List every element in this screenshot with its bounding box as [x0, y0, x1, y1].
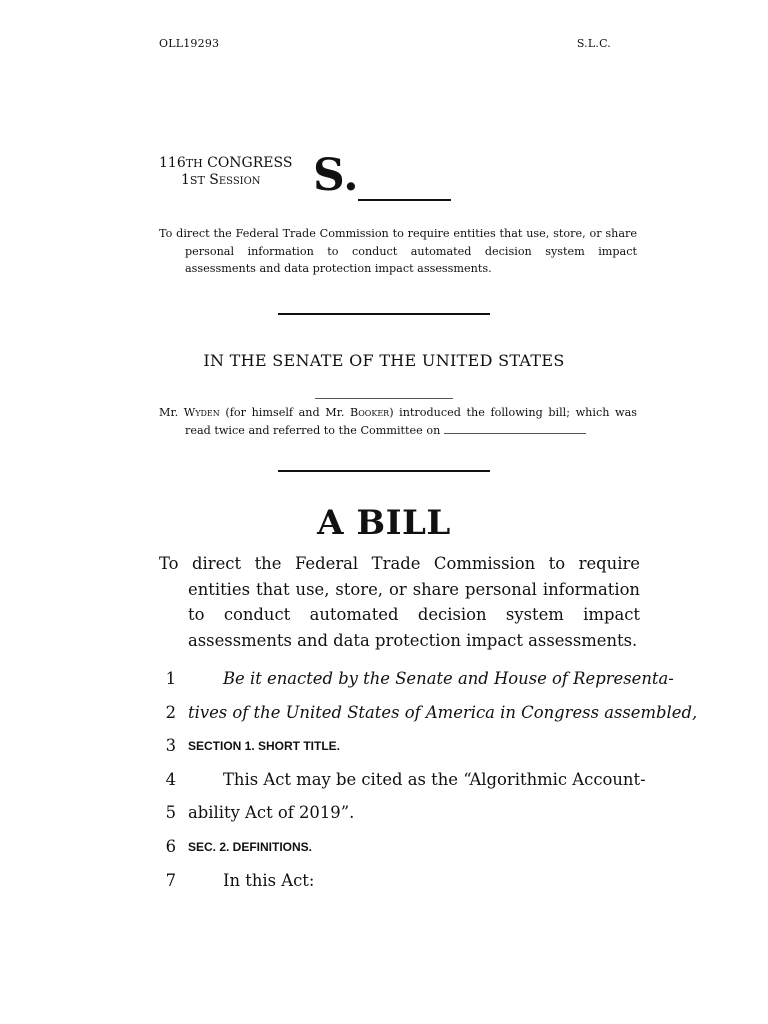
office-code: S.L.C.	[576, 37, 611, 50]
line-number: 3	[165, 736, 176, 755]
intro-middle: (for himself and Mr.	[219, 406, 350, 419]
session-label	[159, 172, 292, 189]
line-number: 6	[165, 837, 176, 856]
divider-rule-2	[278, 470, 490, 472]
line-number: 7	[165, 871, 176, 890]
chamber-heading: IN THE SENATE OF THE UNITED STATES	[203, 351, 565, 370]
congress-session-block	[159, 155, 292, 189]
bill-line	[0, 870, 768, 892]
cosponsor-name: Booker	[350, 406, 390, 419]
bill-prefix: S.	[313, 150, 359, 201]
section-text: This Act may be cited as the “Algorithmic Account-	[223, 770, 646, 789]
bill-line	[0, 735, 768, 757]
bill-line	[0, 836, 768, 858]
bill-line	[0, 702, 768, 724]
enacting-clause: Be it enacted by the Senate and House of Representa-	[223, 669, 674, 688]
enacting-clause: tives of the United States of America in Congress assembled,	[188, 703, 698, 722]
session-word: Session	[204, 172, 261, 188]
cover-short-title: To direct the Federal Trade Commission to require entities that use, store, or share personal information to conduct automated decision system impact assessments and data protection impact assessments.	[159, 227, 637, 276]
session-ordinal: ST	[189, 174, 205, 187]
section-text: In this Act:	[223, 871, 315, 890]
congress-word: CONGRESS	[202, 155, 293, 171]
congress-number: 116	[159, 155, 186, 171]
bill-line	[0, 668, 768, 690]
bill-long-title: To direct the Federal Trade Commission to require entities that use, store, or share personal information to conduct automated decision system impact assessments and data protection impact assessments.	[159, 554, 640, 650]
line-number: 2	[165, 703, 176, 722]
section-heading: SECTION 1. SHORT TITLE.	[188, 739, 341, 753]
line-number: 1	[165, 669, 176, 688]
section-heading: SEC. 2. DEFINITIONS.	[188, 840, 313, 854]
bill-heading: A BILL	[317, 503, 451, 543]
divider-rule-thin	[315, 398, 453, 399]
sponsor-name: Wyden	[183, 406, 220, 419]
document-id: OLL19293	[159, 37, 220, 50]
section-text: ability Act of 2019”.	[188, 803, 355, 822]
bill-line	[0, 802, 768, 824]
committee-blank	[444, 423, 586, 434]
intro-title-1: Mr.	[159, 406, 184, 419]
bill-number-blank	[358, 199, 451, 201]
line-number: 4	[165, 770, 176, 789]
line-number: 5	[165, 803, 176, 822]
intro-rest: ) introduced the following bill; which was read twice and referred to the Committee on	[185, 406, 638, 437]
bill-line	[0, 769, 768, 791]
divider-rule	[278, 313, 490, 315]
introduction-statement	[159, 404, 637, 439]
session-number: 1	[181, 172, 190, 188]
congress-ordinal: TH	[185, 157, 203, 170]
congress-label	[159, 155, 292, 172]
